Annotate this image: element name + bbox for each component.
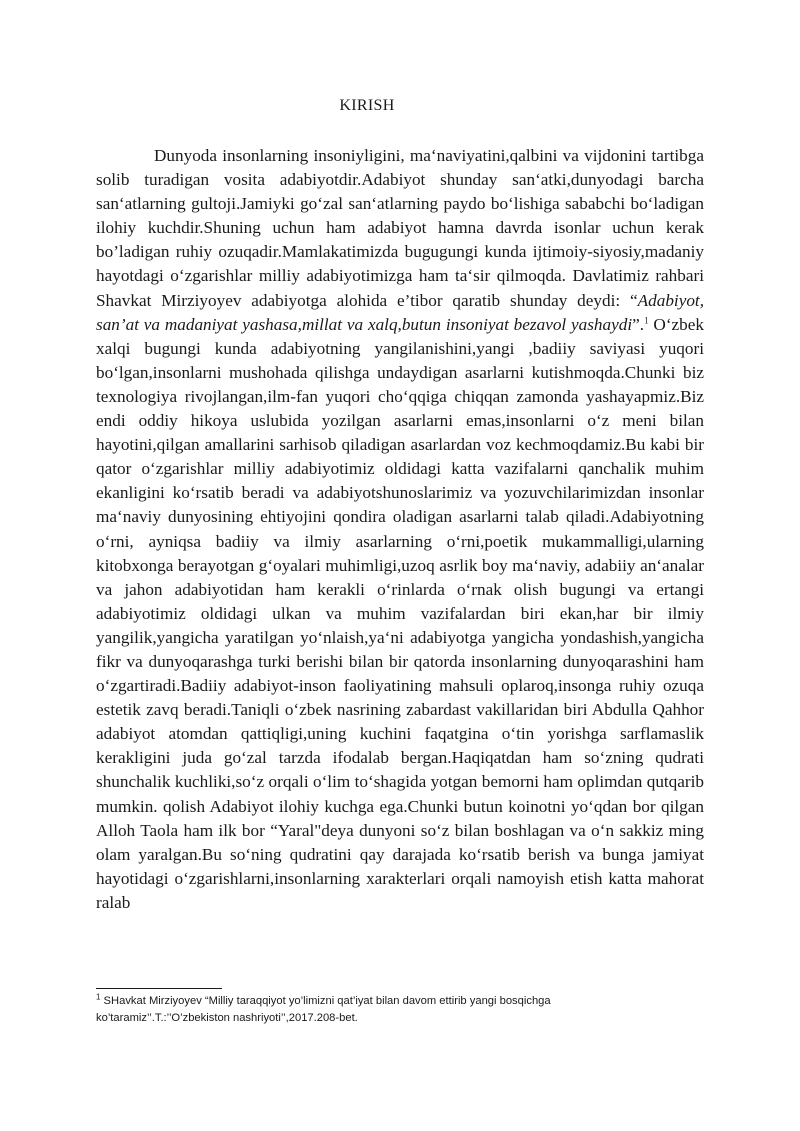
paragraph-text-part1: Dunyoda insonlarning insoniyligini, maʻnaviyatini,qalbini va vijdonini tartibga solib turadigan vosita adabiyotdir.Adabiyot shunday sanʻatki,dunyodagi barcha sanʻatlarning gultoji.Jamiyki goʻzal sanʻatlarning paydo boʻlishiga sababchi boʻladigan ilohiy kuchdir.Shuning uchun ham adabiyot hamna davrda isonlar uchun kerak bo’ladigan ruhiy ozuqadir.Mamlakatimizda bugugungi kunda ijtimoiy-siyosiy,madaniy hayotdagi oʻzgarishlar milliy adabiyotimizga ham taʻsir qilmoqda. Davlatimiz rahbari Shavkat Mirziyoyev adabiyotga alohida e’tibor qaratib shunday deydi: “ <box>96 146 704 310</box>
page-title: KIRISH <box>339 97 395 114</box>
footnote-text: SHavkat Mirziyoyev “Milliy taraqqiyot yo’limizni qat’iyat bilan davom ettirib yangi bosqichga ko’taramiz’’.T.:’’O’zbekiston nashriyoti’’,2017.208-bet. <box>96 995 551 1024</box>
footnote-mark: 1 <box>96 992 101 1002</box>
quote-text: Adabiyot, san’at va madaniyat yashasa,millat va xalq,butun insoniyat bezavol yashaydi <box>96 290 704 334</box>
paragraph-text-part3: Oʻzbek xalqi bugungi kunda adabiyotning yangilanishini,yangi ,badiiy saviyasi yuqori boʻlgan,insonlarni mushohada qilishga undaydigan asarlarni kutishmoqda.Chunki biz texnologiya rivojlangan,ilm-fan yuqori choʻqqiga chiqqan zamonda yashayapmiz.Biz endi oddiy hikoya uslubida yozilgan asarlarni emas,insonlarni oʻz meni bilan hayotini,qilgan amallarini sarhisob qiladigan asarlardan voz kechmoqdamiz.Bu kabi bir qator oʻzgarishlar milliy adabiyotimiz oldidagi katta vazifalarni qanchalik muhim ekanligini koʻrsatib beradi va adabiyotshunoslarimiz va yozuvchilarimizdan insonlar maʻnaviy dunyosining ehtiyojini qondira oladigan asarlarni talab qiladi.Adabiyotning oʻrni, ayniqsa badiiy va ilmiy asarlarning oʻrni,poetik mukammalligi,ularning kitobxonga berayotgan gʻoyalari muhimligi,uzoq asrlik boy maʻnaviy, adabiiy anʻanalar va jahon adabiyotidan ham kerakli oʻrinlarda oʻrnak olish bugungi va ertangi adabiyotimiz oldidagi ulkan va muhim vazifalardan biri ekan,har bir ilmiy yangilik,yangicha yaratilgan yoʻnlaish,yaʻni adabiyotga yangicha yondashish,yangicha fikr va dunyoqarashga turki berishi bilan bir qatorda insonlarning dunyoqarashini ham oʻzgartiradi.Badiiy adabiyot-inson faoliyatining mahsuli oplaroq,insonga ruhiy ozuqa estetik zavq beradi.Taniqli oʻzbek nasrining zabardast vakillaridan biri Abdulla Qahhor adabiyot atomdan qattiqligi,uning kuchini faqatgina oʻtin yorishga sarflamaslik kerakligini juda goʻzal tarzda ifodalab bergan.Haqiqatdan ham soʻzning qudrati shunchalik kuchliki,soʻz orqali oʻlim toʻshagida yotgan bemorni ham oplimdan qutqarib mumkin. qolish Adabiyot ilohiy kuchga ega.Chunki butun koinotni yoʻqdan bor qilgan Alloh Taola ham ilk bor “Yaral"deya dunyoni soʻz bilan boshlagan va oʻn sakkiz ming olam yaralgan.Bu soʻning qudratini qay darajada koʻrsatib berish va bunga jamiyat hayotidagi oʻzgarishlarni,insonlarning xarakterlari orqali namoyish etish katta mahorat ralab <box>96 314 704 912</box>
footnote <box>96 993 656 1027</box>
paragraph-text-part2: ”. <box>632 314 645 334</box>
footnote-divider <box>96 988 222 989</box>
main-paragraph <box>96 144 704 915</box>
body-text <box>96 144 704 915</box>
footnote-reference[interactable]: 1 <box>644 314 649 325</box>
